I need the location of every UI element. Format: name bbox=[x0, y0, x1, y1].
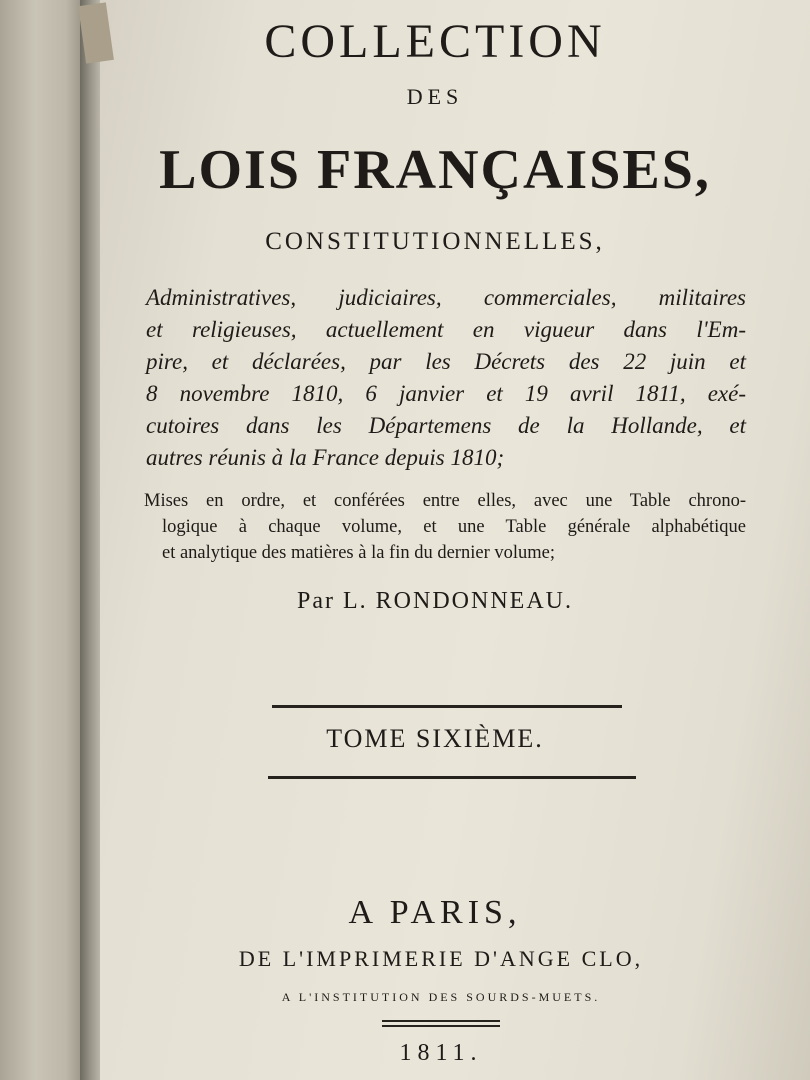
title-collection: COLLECTION bbox=[264, 15, 606, 68]
volume-title: TOME SIXIÈME. bbox=[326, 724, 544, 753]
description-paragraph bbox=[146, 282, 746, 474]
title-constitutionnelles: CONSTITUTIONNELLES, bbox=[265, 228, 605, 255]
lower-rule bbox=[268, 776, 636, 779]
title-lois-francaises: LOIS FRANÇAISES, bbox=[159, 139, 711, 201]
description-line: cutoires dans les Départemens de la Hollande, et bbox=[146, 413, 746, 438]
arrangement-paragraph bbox=[144, 488, 746, 566]
description-line: pire, et déclarées, par les Décrets des 22 juin et bbox=[146, 349, 746, 374]
arrangement-line: logique à chaque volume, et une Table générale alphabétique bbox=[162, 517, 746, 537]
arrangement-line: Mises en ordre, et conférées entre elles, avec une Table chrono- bbox=[144, 491, 746, 511]
description-line: 8 novembre 1810, 6 janvier et 19 avril 1811, exé- bbox=[146, 381, 746, 406]
imprint-double-rule-top bbox=[382, 1020, 500, 1022]
imprint-city: A PARIS, bbox=[348, 894, 522, 931]
title-des: DES bbox=[406, 84, 464, 109]
author-line: Par L. RONDONNEAU. bbox=[297, 588, 573, 614]
description-line: et religieuses, actuellement en vigueur dans l'Em- bbox=[146, 317, 746, 342]
description-line: Administratives, judiciaires, commerciales, militaires bbox=[146, 285, 746, 310]
imprint-institution: A L'INSTITUTION DES SOURDS-MUETS. bbox=[281, 990, 601, 1004]
upper-rule bbox=[272, 705, 622, 708]
imprint-double-rule-bottom bbox=[382, 1025, 500, 1027]
description-line: autres réunis à la France depuis 1810; bbox=[146, 445, 505, 470]
imprint-year: 1811. bbox=[399, 1040, 483, 1066]
arrangement-line: et analytique des matières à la fin du dernier volume; bbox=[162, 543, 555, 563]
imprint-printer: DE L'IMPRIMERIE D'ANGE CLO, bbox=[238, 946, 644, 971]
